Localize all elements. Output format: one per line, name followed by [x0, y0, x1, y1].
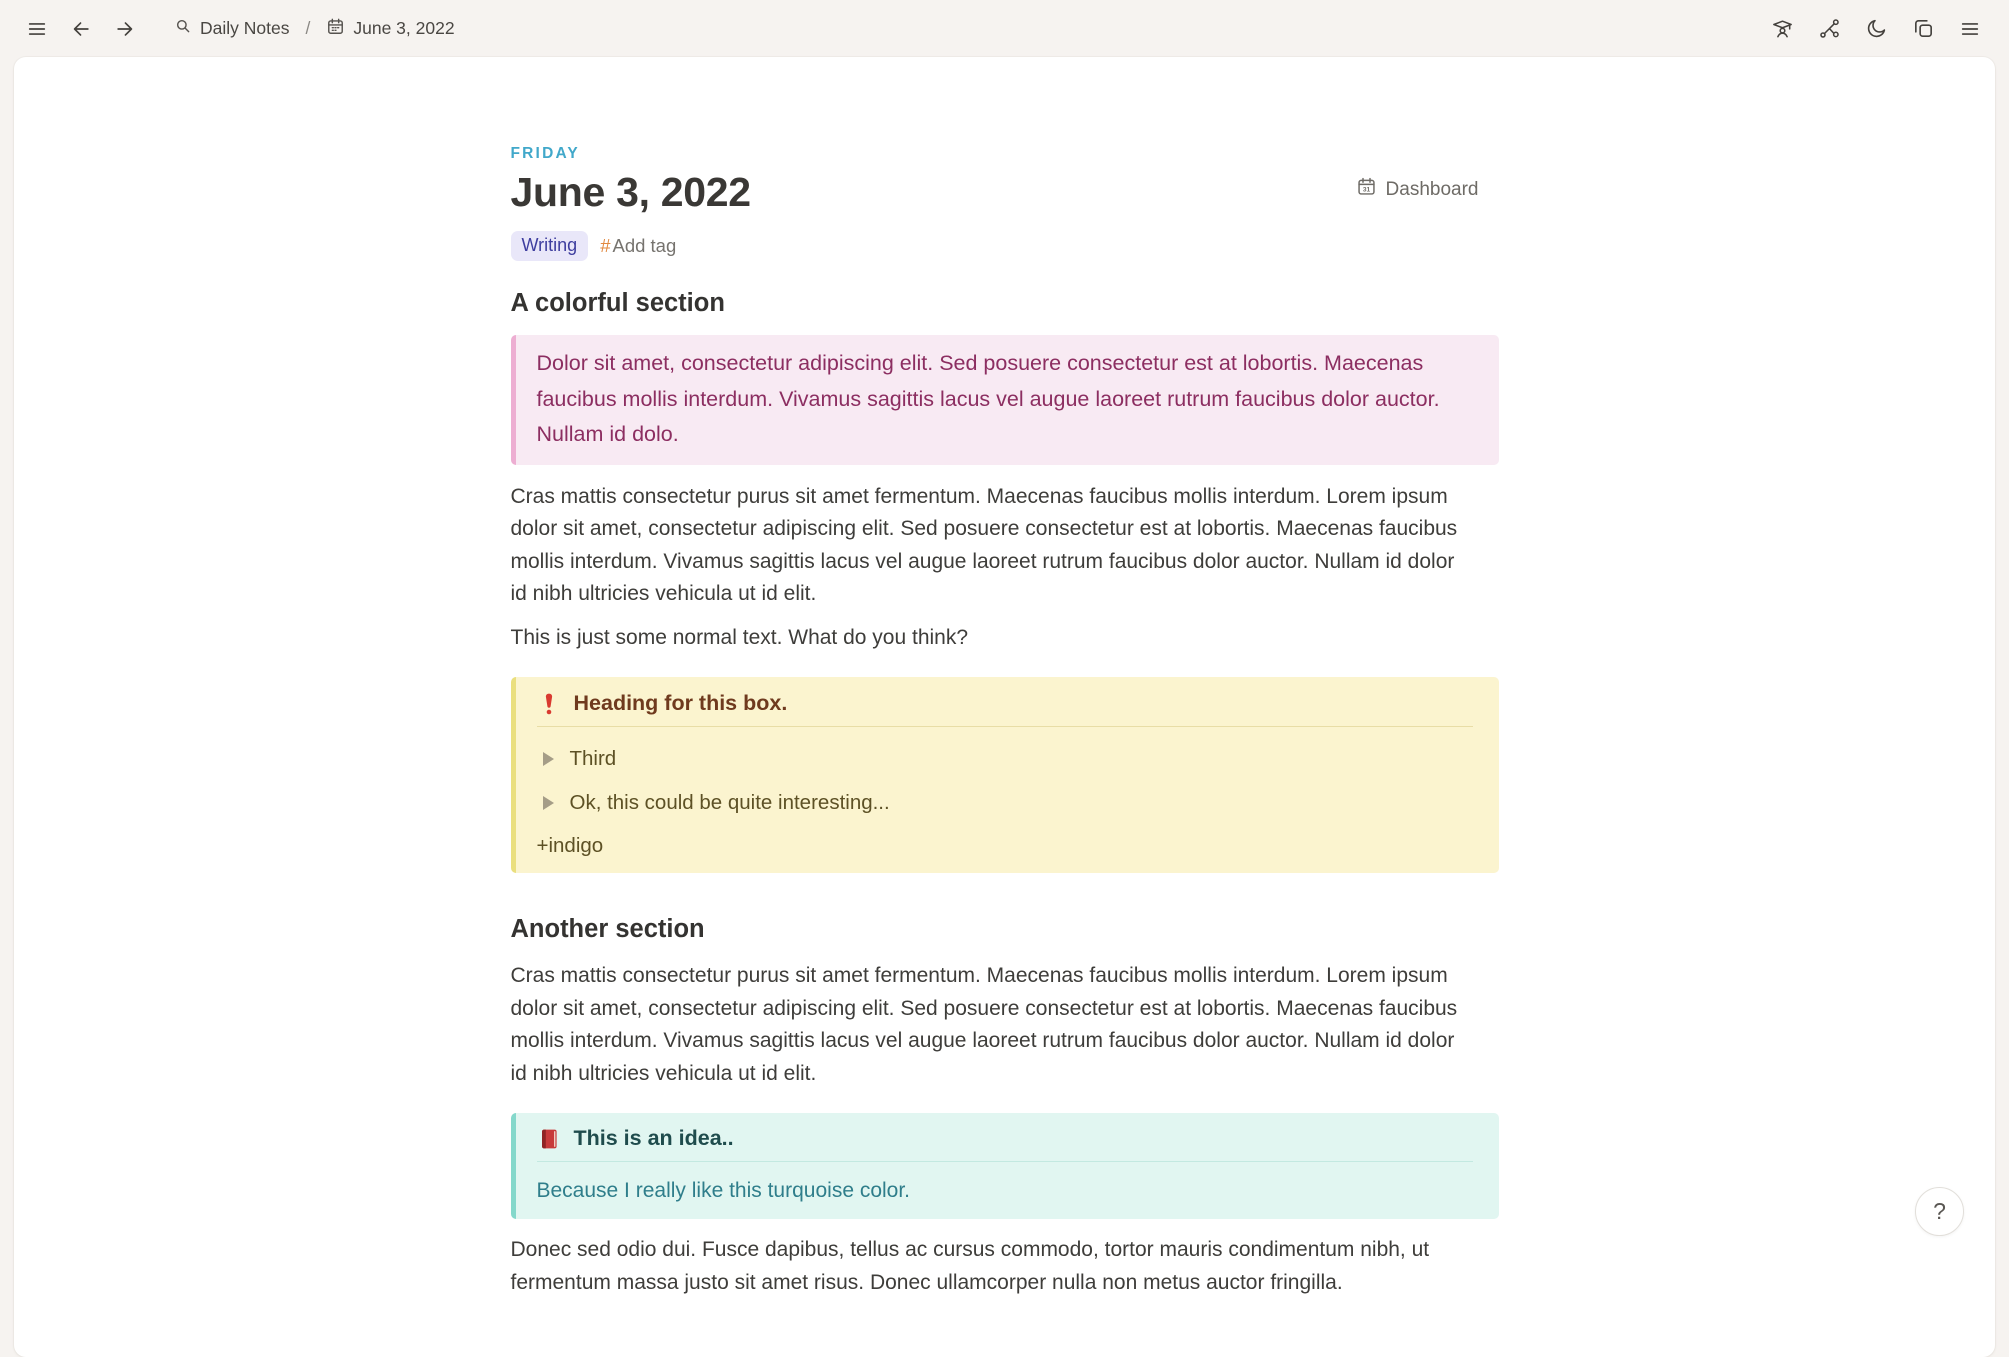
toggle-item-label: Ok, this could be quite interesting...	[569, 791, 890, 814]
copy-icon	[1912, 17, 1935, 40]
yellow-callout-heading: Heading for this box.	[573, 691, 788, 715]
section-heading-colorful[interactable]: A colorful section	[510, 289, 725, 317]
breadcrumb-folder[interactable]	[174, 17, 289, 40]
graph-view-button[interactable]	[1812, 12, 1846, 46]
search-icon	[174, 17, 192, 40]
weekday-label: FRIDAY	[510, 145, 580, 162]
add-tag-label: Add tag	[612, 235, 677, 256]
add-tag-button[interactable]	[600, 235, 676, 257]
breadcrumb	[174, 17, 455, 41]
arrow-left-icon	[70, 18, 92, 40]
tag-writing[interactable]: Writing	[511, 231, 589, 261]
back-button[interactable]	[64, 12, 98, 46]
normal-text-line[interactable]: This is just some normal text. What do you think?	[510, 625, 969, 649]
pink-callout[interactable]	[511, 335, 1499, 465]
breadcrumb-note-label: June 3, 2022	[353, 18, 455, 38]
graph-icon	[1818, 17, 1841, 40]
teal-callout-body: Because I really like this turquoise color.	[536, 1179, 911, 1202]
teal-callout-heading-row	[537, 1126, 1473, 1151]
dashboard-link[interactable]	[1356, 176, 1479, 203]
note-header	[511, 145, 1499, 216]
review-button[interactable]	[1765, 12, 1799, 46]
sidebar-toggle-button[interactable]	[20, 12, 54, 46]
toolbar-left-group	[20, 12, 142, 46]
question-mark-icon: ?	[1933, 1198, 1946, 1224]
yellow-callout-footer[interactable]: +indigo	[536, 834, 604, 857]
note-menu-button[interactable]	[1953, 12, 1987, 46]
note-card	[14, 57, 1995, 1357]
toggle-item-label: Third	[569, 747, 617, 770]
teal-callout[interactable]	[511, 1113, 1499, 1219]
breadcrumb-separator: /	[305, 18, 311, 38]
calendar-31-icon	[1356, 176, 1377, 203]
top-toolbar	[0, 0, 2009, 57]
toggle-item-interesting[interactable]	[537, 791, 1473, 815]
dashboard-label: Dashboard	[1385, 178, 1479, 200]
calendar-icon	[326, 17, 345, 41]
moon-icon	[1865, 17, 1888, 40]
paragraph[interactable]: Cras mattis consectetur purus sit amet fermentum. Maecenas faucibus mollis interdum. Lorem ipsum dolor sit amet, consectetur adipiscing elit. Sed posuere consectetur est at lobortis. Maecenas faucibus mollis interdum. Vivamus sagittis lacus vel augue laoreet rutrum faucibus dolor auctor. Nullam id dolor id nibh ultricies vehicula ut id elit.	[510, 484, 1458, 605]
exclamation-emoji-icon	[537, 692, 561, 716]
breadcrumb-note[interactable]	[326, 17, 454, 41]
forward-button[interactable]	[108, 12, 142, 46]
svg-text:31: 31	[1362, 186, 1370, 194]
tags-row	[511, 231, 1499, 261]
graduation-cap-icon	[1771, 17, 1794, 40]
breadcrumb-folder-label: Daily Notes	[200, 18, 290, 38]
yellow-callout-divider	[537, 726, 1473, 727]
closing-paragraph[interactable]: Donec sed odio dui. Fusce dapibus, tellus ac cursus commodo, tortor mauris condimentum nibh, ut fermentum massa justo sit amet risus. Donec ullamcorper nulla non metus auctor fringilla.	[510, 1238, 1430, 1294]
arrow-right-icon	[114, 18, 136, 40]
red-book-emoji-icon	[537, 1127, 561, 1151]
page-title: June 3, 2022	[510, 169, 751, 215]
split-view-button[interactable]	[1906, 12, 1940, 46]
yellow-callout[interactable]	[511, 677, 1499, 873]
hamburger-menu-icon	[26, 18, 48, 40]
collapse-triangle-icon[interactable]	[543, 752, 554, 766]
menu-lines-icon	[1959, 18, 1981, 40]
yellow-callout-heading-row	[537, 691, 1473, 716]
toggle-item-third[interactable]	[537, 747, 1473, 771]
hash-icon: #	[600, 235, 611, 256]
help-button[interactable]	[1915, 1187, 1964, 1236]
section-heading-another[interactable]: Another section	[510, 915, 705, 943]
paragraph[interactable]: Cras mattis consectetur purus sit amet fermentum. Maecenas faucibus mollis interdum. Lorem ipsum dolor sit amet, consectetur adipiscing elit. Sed posuere consectetur est at lobortis. Maecenas faucibus mollis interdum. Vivamus sagittis lacus vel augue laoreet rutrum faucibus dolor auctor. Nullam id dolor id nibh ultricies vehicula ut id elit.	[510, 964, 1458, 1085]
dark-mode-button[interactable]	[1859, 12, 1893, 46]
pink-callout-text: Dolor sit amet, consectetur adipiscing elit. Sed posuere consectetur est at lobortis. Maecenas faucibus mollis interdum. Vivamus sagittis lacus vel augue laoreet rutrum faucibus dolor auctor. Nullam id dolo.	[536, 351, 1440, 446]
teal-callout-divider	[537, 1161, 1473, 1162]
toolbar-right-group	[1765, 12, 1987, 46]
teal-callout-heading: This is an idea..	[573, 1126, 734, 1150]
note-editor[interactable]	[511, 57, 1499, 1299]
collapse-triangle-icon[interactable]	[543, 796, 554, 810]
note-header-left	[511, 145, 1356, 216]
